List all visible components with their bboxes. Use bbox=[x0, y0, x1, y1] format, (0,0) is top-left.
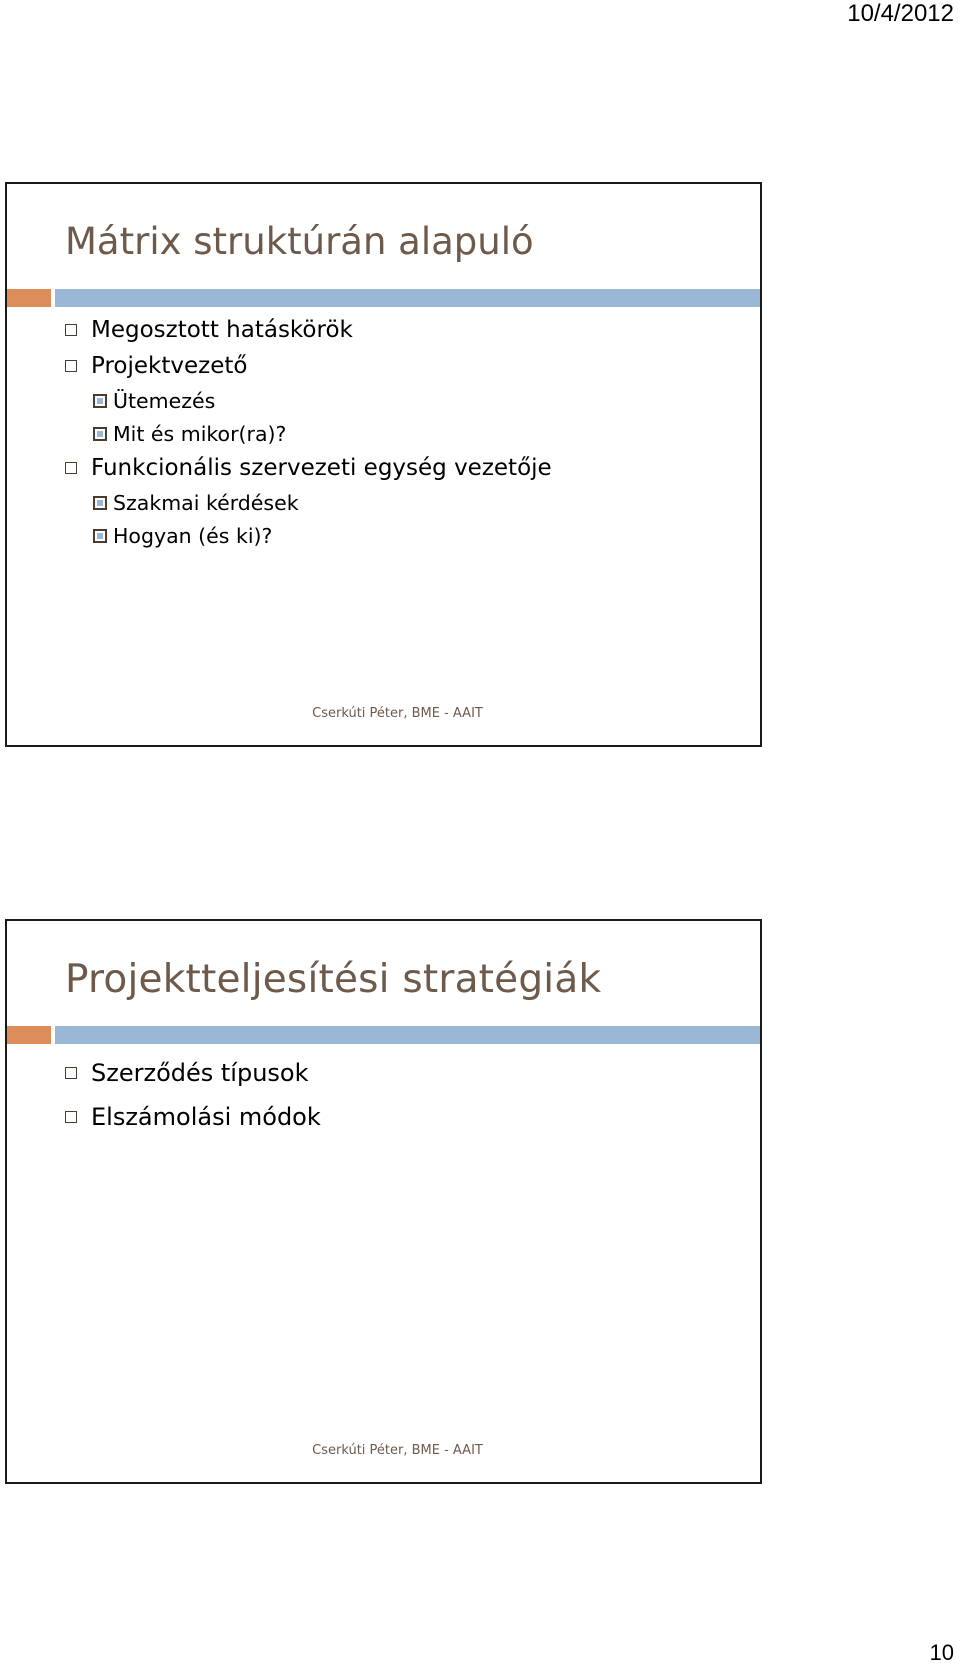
filled-square-bullet-icon bbox=[93, 496, 107, 510]
square-bullet-icon bbox=[65, 360, 77, 372]
bullet-item bbox=[7, 312, 760, 348]
bullet-text: Szerződés típusok bbox=[91, 1059, 309, 1087]
title-accent-bar-blue bbox=[55, 289, 760, 307]
sub-bullet-item bbox=[7, 384, 760, 417]
bullet-list bbox=[7, 1051, 760, 1139]
bullet-list bbox=[7, 312, 760, 552]
bullet-text: Ütemezés bbox=[113, 388, 216, 413]
bullet-item bbox=[7, 348, 760, 384]
bullet-item bbox=[7, 450, 760, 486]
slide-1 bbox=[5, 182, 762, 747]
page-number: 10 bbox=[929, 1640, 954, 1665]
bullet-text: Megosztott hatáskörök bbox=[91, 317, 353, 343]
bullet-item bbox=[7, 1051, 760, 1095]
bullet-text: Mit és mikor(ra)? bbox=[113, 421, 287, 446]
slide-footer: Cserkúti Péter, BME - AAIT bbox=[312, 1443, 483, 1458]
bullet-item bbox=[7, 1095, 760, 1139]
slide-title: Projektteljesítési stratégiák bbox=[65, 957, 602, 1002]
title-accent-bar-orange bbox=[7, 289, 51, 307]
filled-square-bullet-icon bbox=[93, 394, 107, 408]
bullet-text: Funkcionális szervezeti egység vezetője bbox=[91, 455, 552, 481]
slide-2 bbox=[5, 919, 762, 1484]
slide-footer: Cserkúti Péter, BME - AAIT bbox=[312, 706, 483, 721]
sub-bullet-item bbox=[7, 486, 760, 519]
square-bullet-icon bbox=[65, 324, 77, 336]
sub-bullet-item bbox=[7, 417, 760, 450]
square-bullet-icon bbox=[65, 1067, 77, 1079]
square-bullet-icon bbox=[65, 1111, 77, 1123]
title-accent-bar-orange bbox=[7, 1026, 51, 1044]
filled-square-bullet-icon bbox=[93, 529, 107, 543]
sub-bullet-item bbox=[7, 519, 760, 552]
bullet-text: Szakmai kérdések bbox=[113, 490, 299, 515]
handout-date: 10/4/2012 bbox=[847, 0, 954, 27]
square-bullet-icon bbox=[65, 462, 77, 474]
bullet-text: Elszámolási módok bbox=[91, 1103, 321, 1131]
bullet-text: Hogyan (és ki)? bbox=[113, 523, 273, 548]
bullet-text: Projektvezető bbox=[91, 353, 248, 379]
filled-square-bullet-icon bbox=[93, 427, 107, 441]
slide-title: Mátrix struktúrán alapuló bbox=[65, 220, 534, 263]
title-accent-bar-blue bbox=[55, 1026, 760, 1044]
